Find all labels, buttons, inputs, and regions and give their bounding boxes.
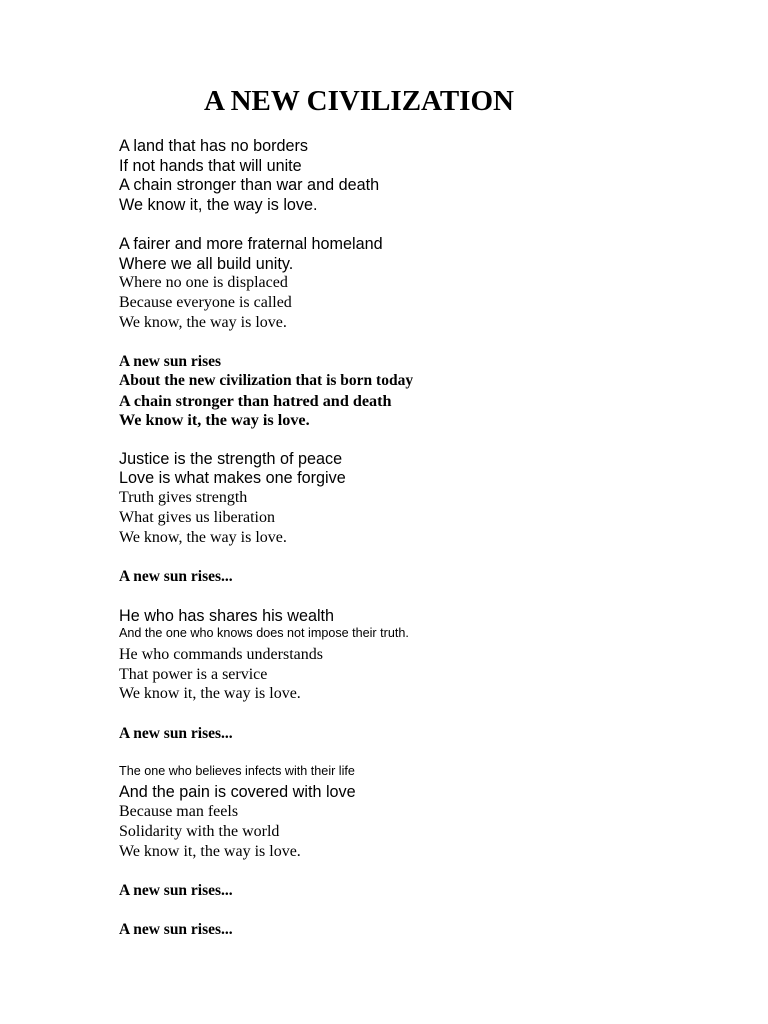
poem-line: We know it, the way is love. (119, 685, 301, 702)
poem-line: Where we all build unity. (119, 255, 294, 273)
poem-line: He who commands understands (119, 646, 323, 663)
poem-line: Truth gives strength (119, 489, 248, 506)
poem-line: He who has shares his wealth (119, 607, 335, 625)
poem-line: And the pain is covered with love (119, 783, 356, 801)
poem-line: We know it, the way is love. (119, 196, 318, 214)
poem-line: A fairer and more fraternal homeland (119, 235, 383, 253)
poem-line: If not hands that will unite (119, 157, 302, 175)
poem-line: We know it, the way is love. (119, 843, 301, 860)
chorus-line: A chain stronger than hatred and death (119, 392, 392, 410)
poem-line: The one who believes infects with their life (119, 764, 355, 778)
poem-line: A chain stronger than war and death (119, 176, 380, 194)
poem-line: Because man feels (119, 803, 239, 820)
poem-line: We know, the way is love. (119, 314, 287, 331)
poem-line: Love is what makes one forgive (119, 469, 346, 487)
poem-line: That power is a service (119, 666, 268, 683)
refrain: A new sun rises... (119, 725, 233, 742)
refrain: A new sun rises... (119, 921, 233, 938)
poem-line: We know, the way is love. (119, 529, 287, 546)
chorus-line: A new sun rises (119, 353, 222, 370)
refrain: A new sun rises... (119, 568, 233, 585)
chorus-line: About the new civilization that is born today (119, 372, 414, 389)
poem-line: What gives us liberation (119, 509, 275, 526)
page-title: A NEW CIVILIZATION (204, 85, 514, 117)
poem-line: Because everyone is called (119, 294, 292, 311)
poem-line: And the one who knows does not impose their truth. (119, 626, 409, 640)
poem-line: A land that has no borders (119, 137, 308, 155)
poem-line: Solidarity with the world (119, 823, 280, 840)
poem-line: Where no one is displaced (119, 274, 288, 291)
poem-line: Justice is the strength of peace (119, 450, 343, 468)
chorus-line: We know it, the way is love. (119, 411, 310, 429)
refrain: A new sun rises... (119, 882, 233, 899)
